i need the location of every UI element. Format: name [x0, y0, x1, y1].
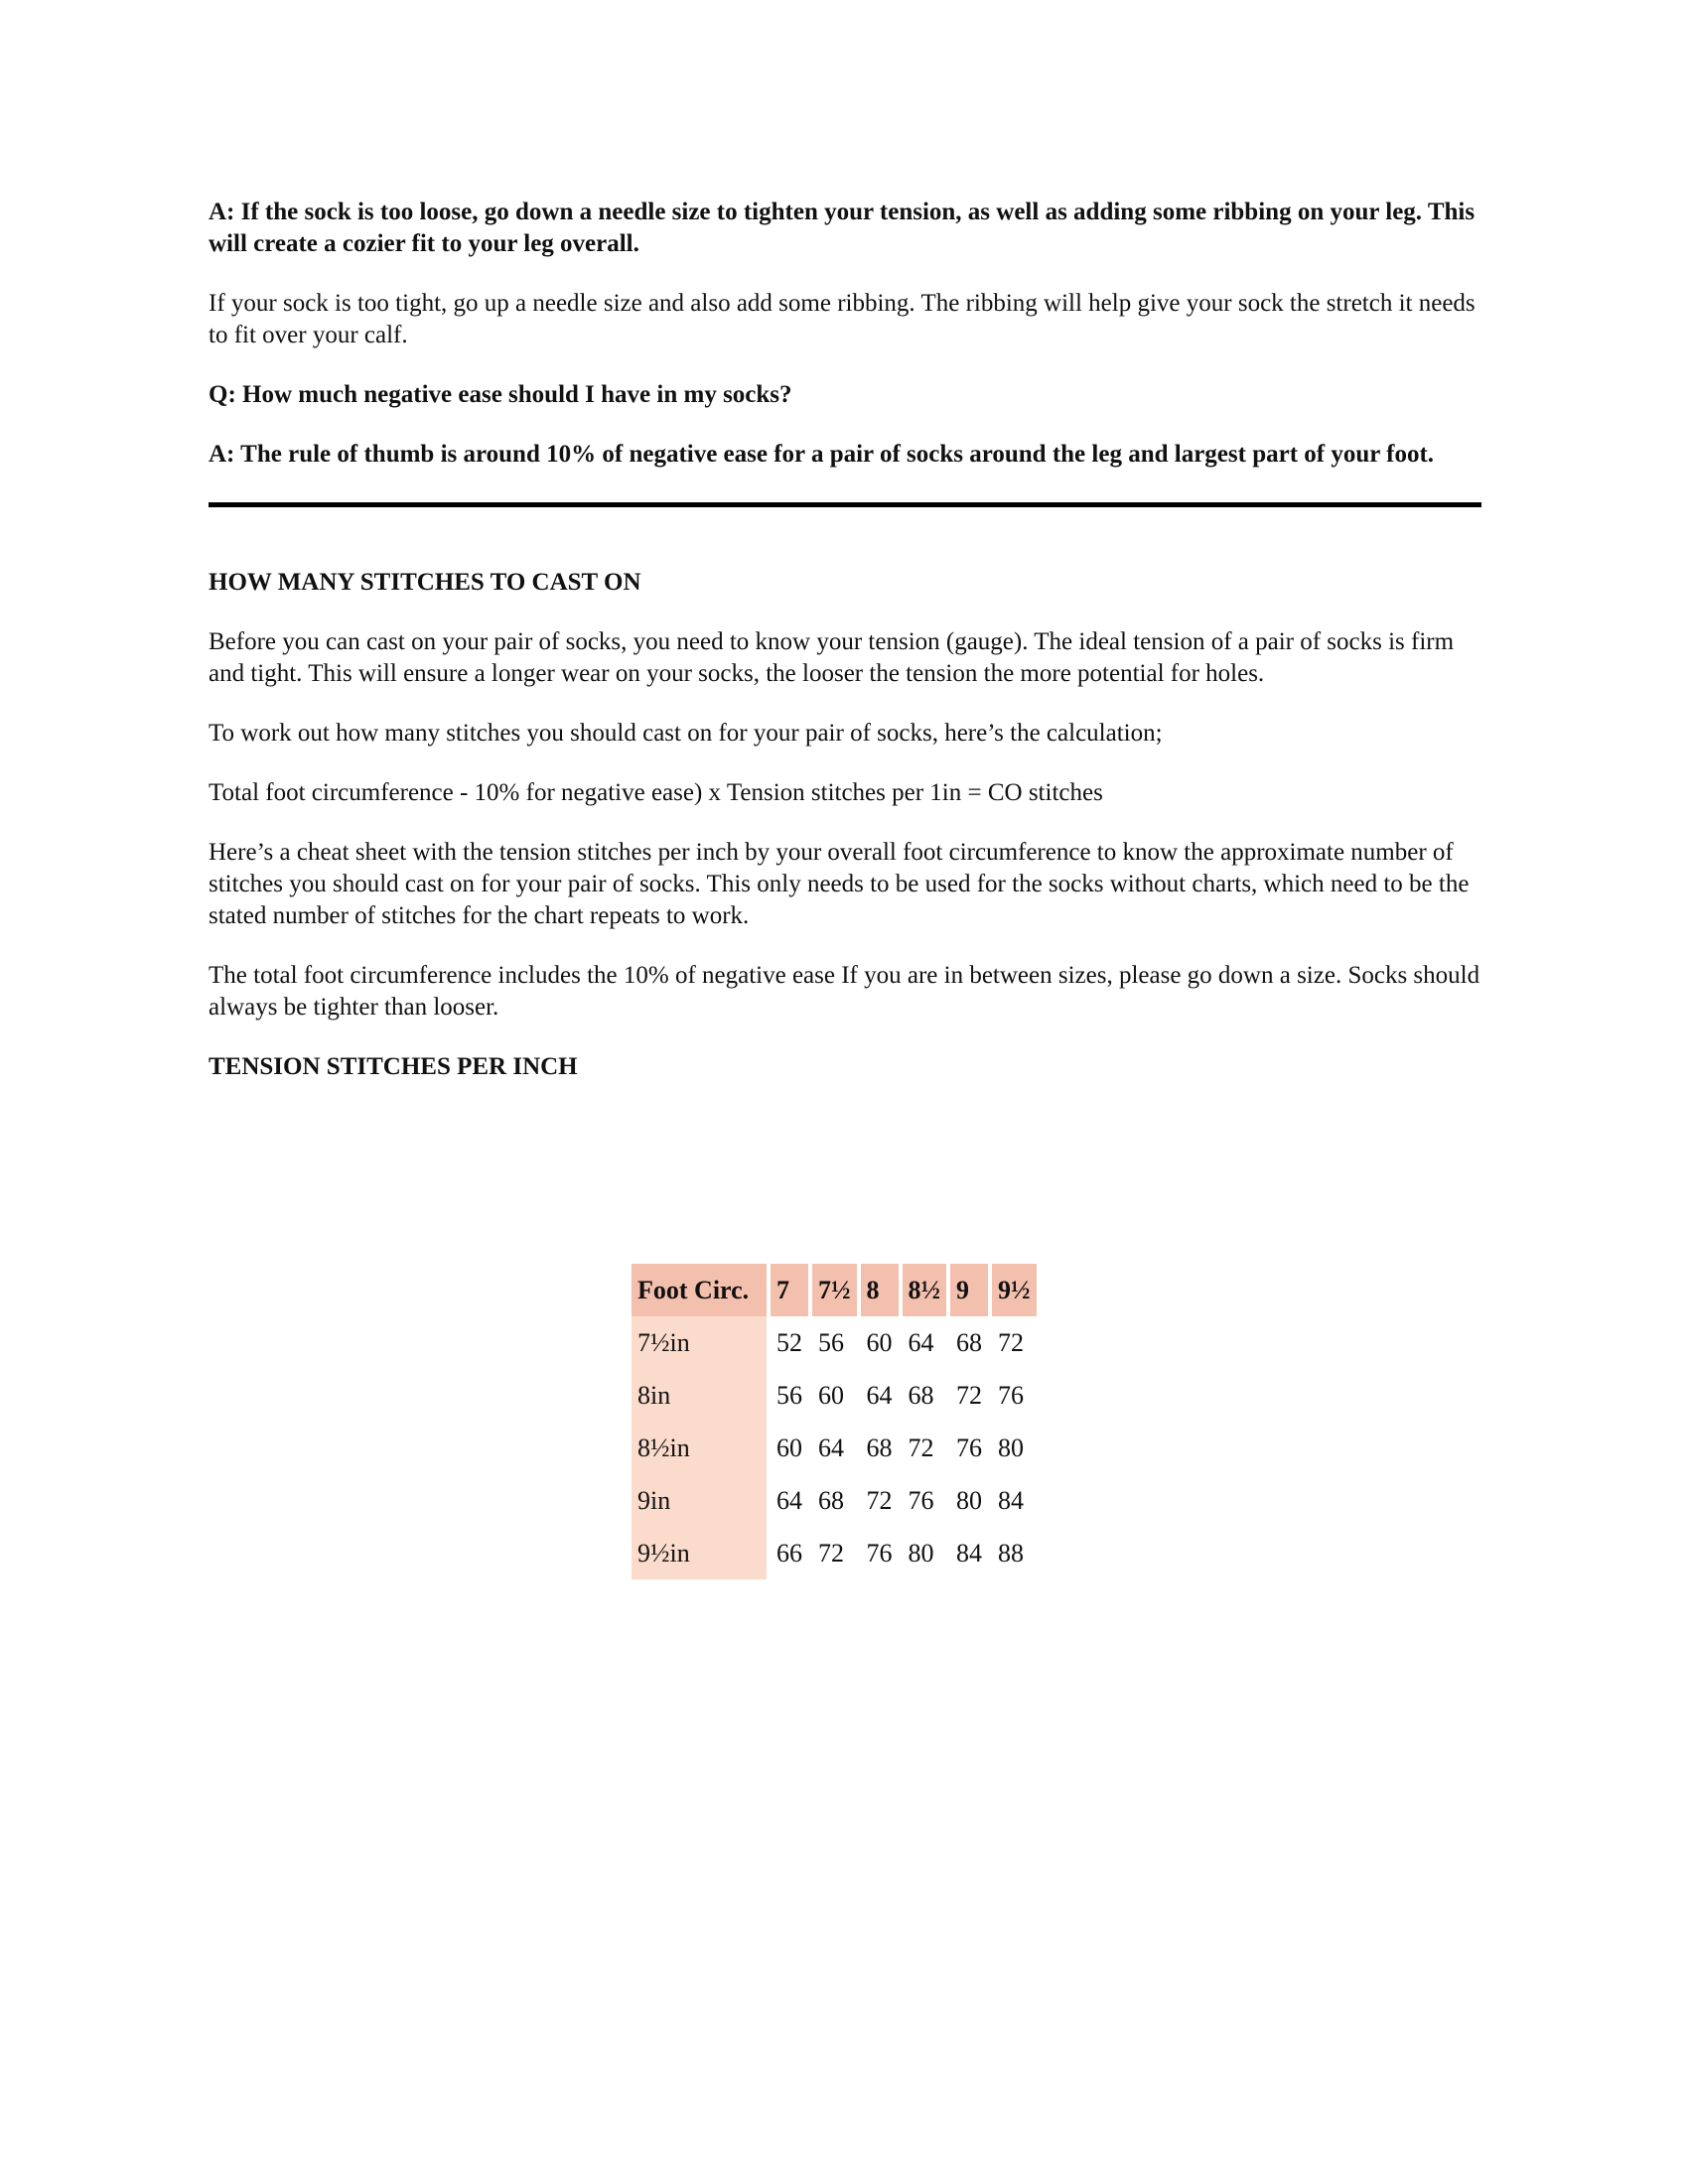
table-column-header: 8½ [903, 1264, 947, 1316]
cast-on-heading: HOW MANY STITCHES TO CAST ON [209, 569, 641, 596]
table-cell: 68 [950, 1316, 988, 1369]
answer-ease-paragraph: A: The rule of thumb is around 10% of negative ease for a pair of socks around the leg and largest part of your foot. [209, 441, 1435, 468]
table-column-header: 7 [771, 1264, 808, 1316]
table-cell: 56 [812, 1316, 857, 1369]
table-row [632, 1316, 1037, 1369]
table-cell: 84 [992, 1474, 1037, 1527]
table-cell: 72 [903, 1422, 947, 1474]
table-cell: 64 [812, 1422, 857, 1474]
table-column-header: 9½ [992, 1264, 1037, 1316]
tension-table [628, 1264, 1041, 1579]
answer-loose-paragraph: A: If the sock is too loose, go down a needle size to tighten your tension, as well as adding some ribbing on your leg. This will create a cozier fit to your leg overall. [209, 199, 1476, 257]
sizing-note-paragraph: The total foot circumference includes the 10% of negative ease If you are in between sizes, please go down a size. Socks should always be tighter than looser. [209, 962, 1480, 1021]
table-cell: 72 [992, 1316, 1037, 1369]
table-cell: 52 [771, 1316, 808, 1369]
table-row [632, 1474, 1037, 1527]
table-column-header: 9 [950, 1264, 988, 1316]
table-cell: 76 [992, 1369, 1037, 1422]
table-cell: 72 [950, 1369, 988, 1422]
question-ease-paragraph: Q: How much negative ease should I have in my socks? [209, 381, 792, 408]
table-cell: 68 [903, 1369, 947, 1422]
table-cell: 80 [992, 1422, 1037, 1474]
table-row-header: 8in [632, 1369, 767, 1422]
table-row [632, 1527, 1037, 1579]
document-body [209, 197, 1481, 1083]
table-cell: 76 [903, 1474, 947, 1527]
table-cell: 68 [861, 1422, 899, 1474]
table-cell: 76 [950, 1422, 988, 1474]
calculation-intro-paragraph: To work out how many stitches you should cast on for your pair of socks, here’s the calculation; [209, 720, 1163, 747]
answer-tight-paragraph: If your sock is too tight, go up a needle size and also add some ribbing. The ribbing will help give your sock the stretch it needs to fit over your calf. [209, 290, 1476, 348]
table-cell: 84 [950, 1527, 988, 1579]
table-cell: 60 [861, 1316, 899, 1369]
horizontal-divider [209, 502, 1481, 507]
table-cell: 66 [771, 1527, 808, 1579]
tension-table-wrapper [628, 1264, 1041, 1579]
cast-on-intro-paragraph: Before you can cast on your pair of socks, you need to know your tension (gauge). The ideal tension of a pair of socks is firm and tight. This will ensure a longer wear on your socks, the looser the tension the more potential for holes. [209, 628, 1455, 687]
table-cell: 68 [812, 1474, 857, 1527]
formula-paragraph: Total foot circumference - 10% for negative ease) x Tension stitches per 1in = CO stitches [209, 779, 1103, 806]
table-cell: 64 [861, 1369, 899, 1422]
table-cell: 56 [771, 1369, 808, 1422]
table-row-header: 9in [632, 1474, 767, 1527]
table-cell: 64 [903, 1316, 947, 1369]
table-cell: 60 [771, 1422, 808, 1474]
table-header-row [632, 1264, 1037, 1316]
table-row [632, 1422, 1037, 1474]
table-row-header: 9½in [632, 1527, 767, 1579]
table-cell: 80 [903, 1527, 947, 1579]
table-cell: 88 [992, 1527, 1037, 1579]
table-cell: 60 [812, 1369, 857, 1422]
table-row-header: 8½in [632, 1422, 767, 1474]
tension-heading: TENSION STITCHES PER INCH [209, 1053, 578, 1080]
table-cell: 76 [861, 1527, 899, 1579]
table-cell: 64 [771, 1474, 808, 1527]
table-corner-header: Foot Circ. [632, 1264, 767, 1316]
table-column-header: 7½ [812, 1264, 857, 1316]
table-row-header: 7½in [632, 1316, 767, 1369]
table-row [632, 1369, 1037, 1422]
table-cell: 72 [812, 1527, 857, 1579]
table-column-header: 8 [861, 1264, 899, 1316]
cheat-sheet-paragraph: Here’s a cheat sheet with the tension stitches per inch by your overall foot circumference to know the approximate number of stitches you should cast on for your pair of socks. This only needs to be used for the socks without charts, which need to be the stated number of stitches for the chart repeats to work. [209, 839, 1470, 929]
table-cell: 72 [861, 1474, 899, 1527]
table-cell: 80 [950, 1474, 988, 1527]
